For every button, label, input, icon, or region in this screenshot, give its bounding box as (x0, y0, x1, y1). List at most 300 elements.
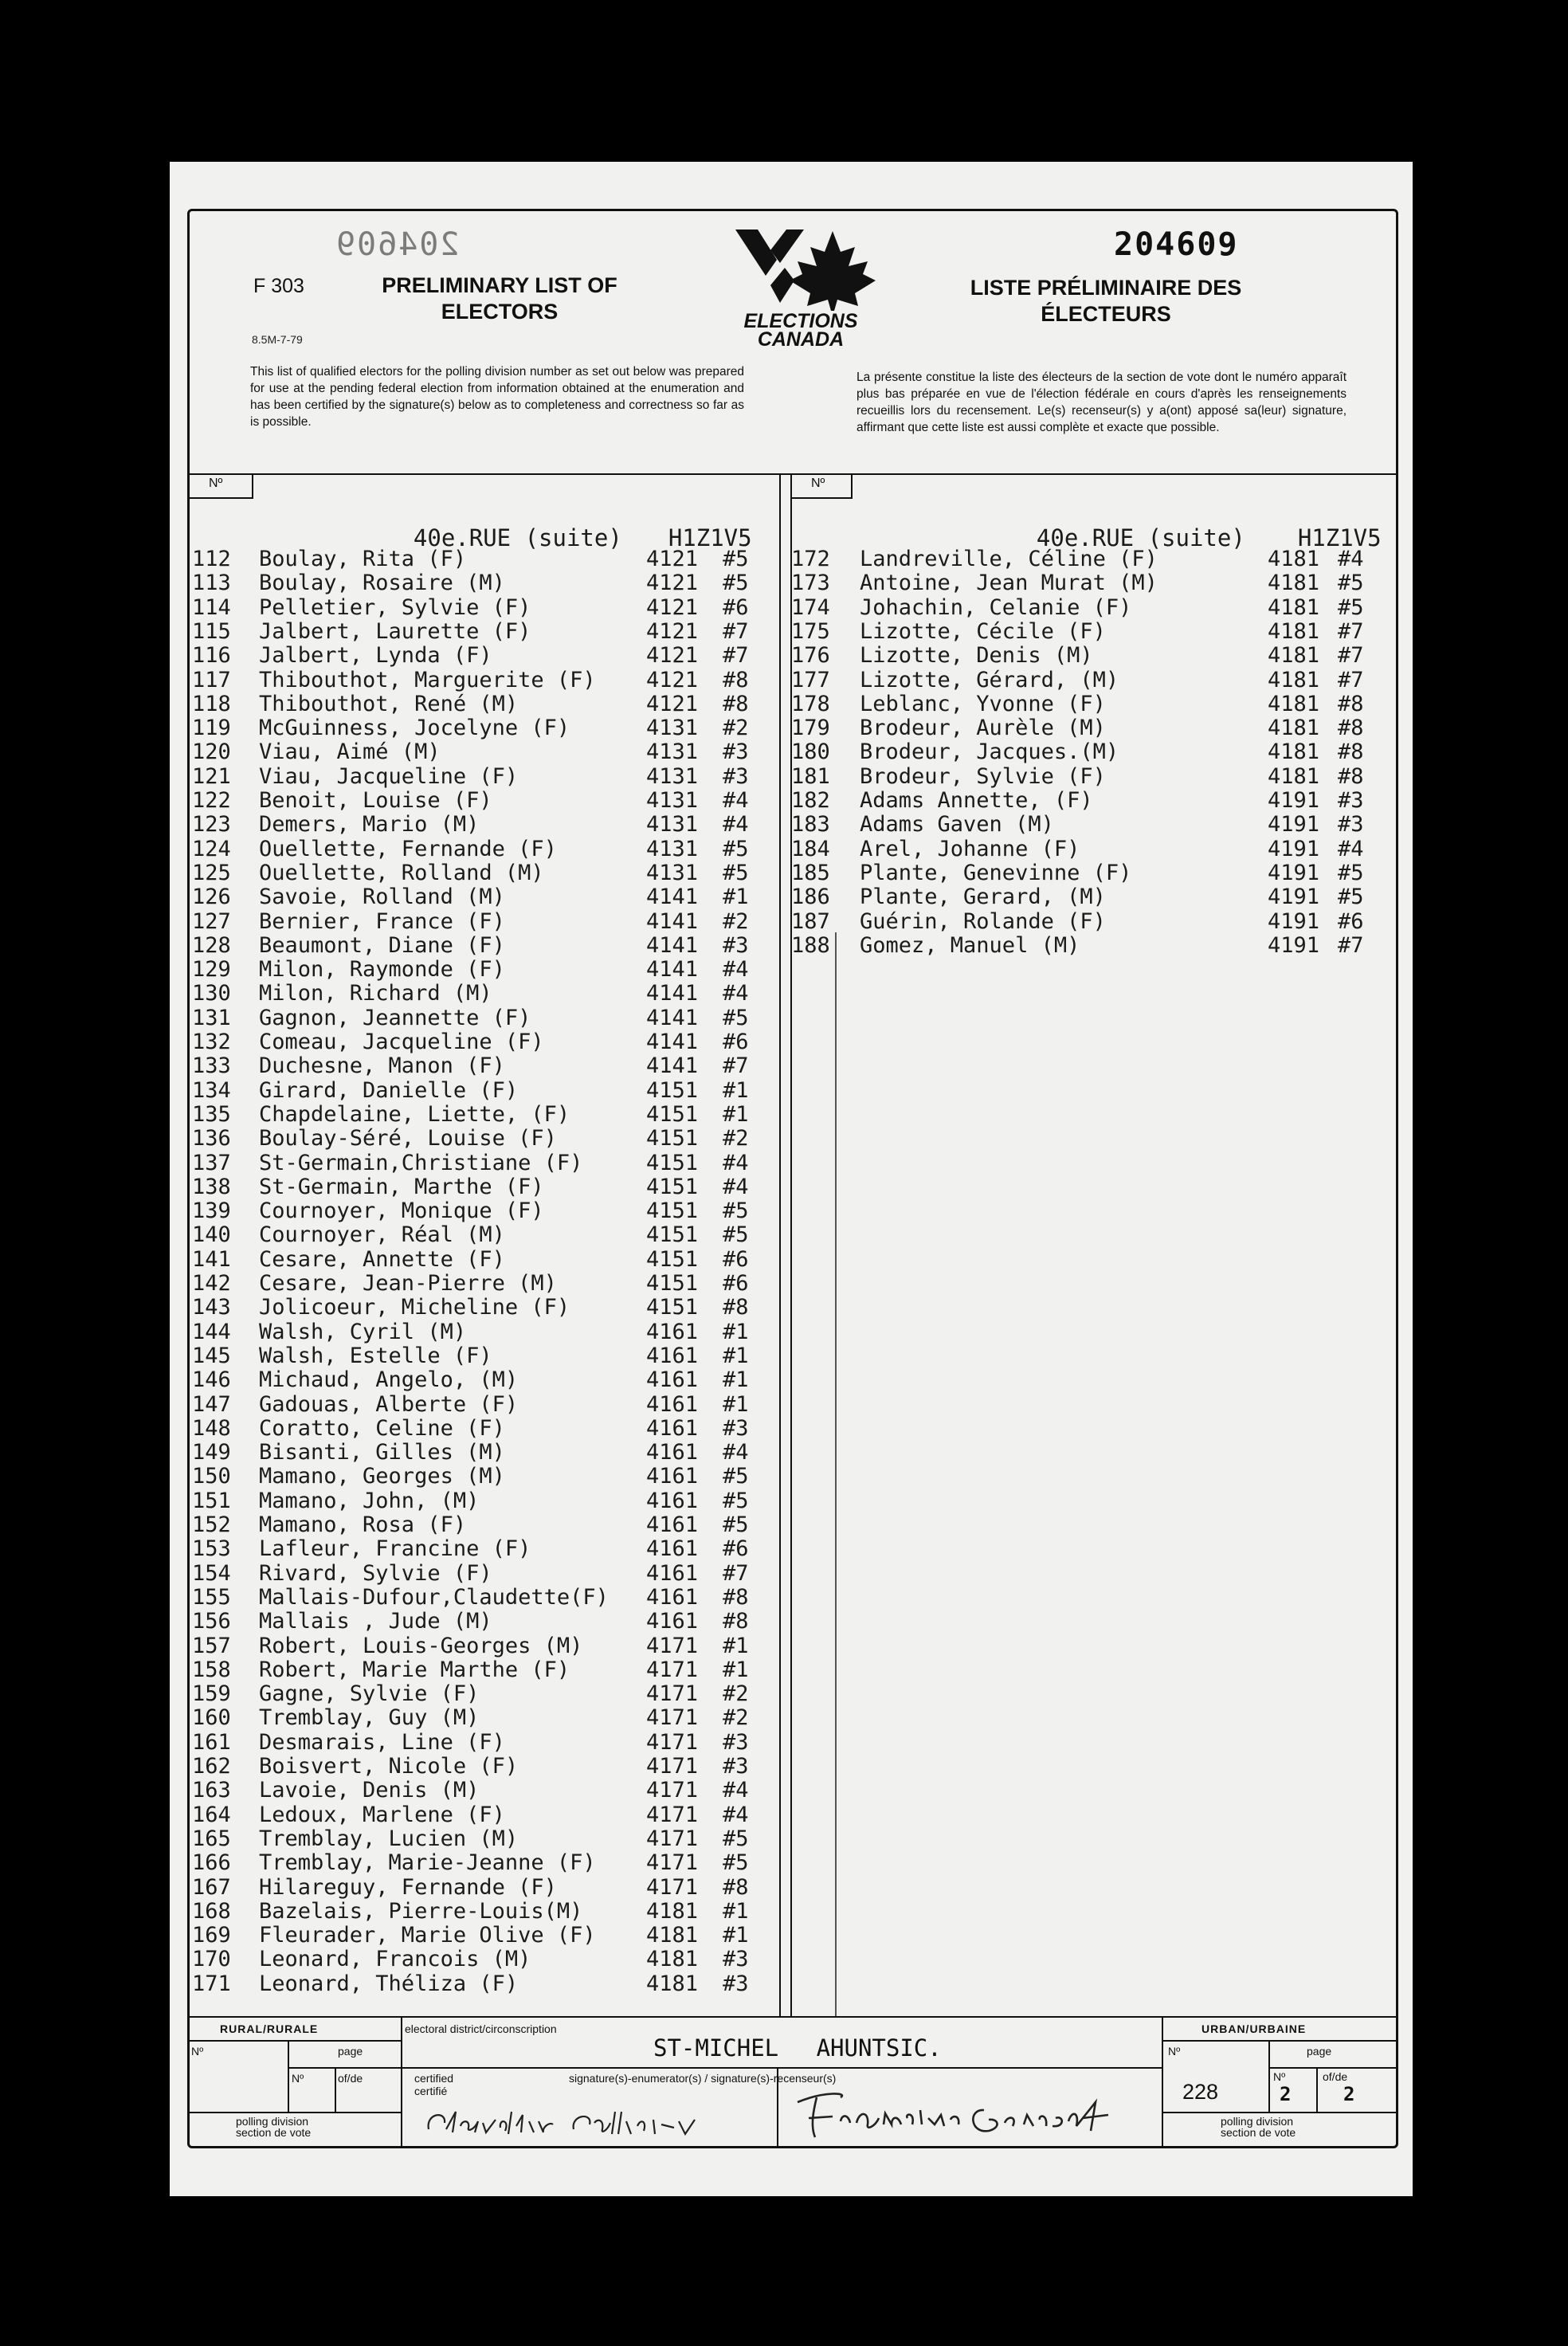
urban-label: URBAN/URBAINE (1201, 2022, 1307, 2035)
elector-poll: #7 (723, 1053, 749, 1079)
table-row (192, 788, 774, 812)
elector-number: 115 (192, 618, 231, 644)
elector-poll: #3 (723, 763, 749, 789)
elector-address: 4131 (646, 763, 699, 789)
elector-address: 4181 (1268, 667, 1320, 692)
elector-number: 174 (791, 594, 830, 620)
table-row (192, 1344, 774, 1367)
table-row (791, 740, 1397, 763)
elector-number: 147 (192, 1391, 231, 1417)
table-row (192, 1078, 774, 1102)
table-row (192, 1609, 774, 1633)
elector-number: 172 (791, 547, 830, 571)
table-row (192, 1923, 774, 1947)
elector-poll: #8 (1338, 740, 1364, 765)
elector-poll: #5 (723, 1198, 749, 1224)
elector-poll: #3 (723, 1754, 749, 1779)
elector-poll: #1 (723, 1898, 749, 1924)
elector-address: 4161 (646, 1536, 699, 1562)
elector-poll: #1 (723, 1343, 749, 1368)
elector-address: 4171 (646, 1705, 699, 1731)
table-row (192, 909, 774, 933)
elector-address: 4151 (646, 1126, 699, 1151)
elector-poll: #1 (723, 1319, 749, 1344)
elector-name: Bernier, France (F) (259, 908, 505, 934)
elector-address: 4161 (646, 1464, 699, 1489)
urban-page-no-label: Nº (1273, 2070, 1286, 2083)
elector-poll: #4 (723, 981, 749, 1006)
elector-poll: #8 (723, 1609, 749, 1634)
elector-poll: #5 (723, 1222, 749, 1248)
elector-number: 179 (791, 716, 830, 741)
title-french-line-2: ÉLECTEURS (1041, 302, 1171, 326)
elector-number: 151 (192, 1488, 231, 1513)
x-mark-icon (735, 230, 804, 303)
table-row (192, 1440, 774, 1464)
elector-number: 122 (192, 788, 231, 813)
table-row (192, 1053, 774, 1077)
elector-poll: #4 (723, 1150, 749, 1175)
elector-name: Cournoyer, Monique (F) (259, 1198, 544, 1224)
elector-number: 117 (192, 667, 231, 692)
table-row (791, 595, 1397, 619)
rural-page-no-label: Nº (292, 2072, 304, 2085)
elector-poll: #1 (723, 1923, 749, 1948)
elector-address: 4191 (1268, 908, 1320, 934)
elector-number: 121 (192, 763, 231, 789)
elector-number: 162 (192, 1754, 231, 1779)
elector-address: 4161 (646, 1609, 699, 1634)
table-row (192, 619, 774, 643)
table-row (791, 547, 1397, 571)
elector-number: 185 (791, 860, 830, 885)
elector-number: 133 (192, 1053, 231, 1079)
elector-number: 165 (192, 1826, 231, 1851)
table-row (791, 716, 1397, 740)
elector-number: 182 (791, 788, 830, 813)
signature-label: signature(s)-enumerator(s) / signature(s)-recenseur(s) (569, 2072, 837, 2085)
elector-address: 4131 (646, 740, 699, 765)
elector-address: 4121 (646, 594, 699, 620)
no-header-right: Nº (811, 477, 825, 490)
elector-name: Duchesne, Manon (F) (259, 1053, 505, 1079)
elector-name: Mamano, Georges (M) (259, 1464, 505, 1489)
elector-number: 124 (192, 836, 231, 861)
title-english-line-1: PRELIMINARY LIST OF (382, 273, 617, 297)
elector-name: Mallais-Dufour,Claudette(F) (259, 1584, 609, 1610)
elector-address: 4191 (1268, 860, 1320, 885)
table-row (192, 547, 774, 571)
street-name-left: 40e.RUE (suite) (413, 524, 622, 551)
elector-address: 4181 (1268, 643, 1320, 669)
elector-number: 167 (192, 1874, 231, 1900)
page-number: 2 (1280, 2083, 1292, 2105)
elector-poll: #3 (723, 932, 749, 958)
postal-code-left: H1Z1V5 (668, 524, 752, 551)
elector-number: 125 (192, 860, 231, 885)
elector-address: 4181 (1268, 594, 1320, 620)
logo-text-canada: CANADA (757, 328, 845, 347)
elector-address: 4141 (646, 932, 699, 958)
column-divider-3 (835, 932, 837, 2016)
elector-poll: #3 (723, 1729, 749, 1755)
elector-name: Robert, Louis-Georges (M) (259, 1633, 583, 1658)
elector-number: 137 (192, 1150, 231, 1175)
table-row (192, 1561, 774, 1585)
table-row (192, 643, 774, 667)
maple-leaf-icon (790, 231, 876, 311)
elector-name: Johachin, Celanie (F) (860, 594, 1132, 620)
footer-vdiv-5 (1268, 2040, 1270, 2112)
elector-poll: #7 (1338, 667, 1364, 692)
elector-address: 4181 (1268, 763, 1320, 789)
elector-address: 4181 (1268, 618, 1320, 644)
elector-number: 135 (192, 1101, 231, 1127)
elector-poll: #7 (1338, 932, 1364, 958)
elector-address: 4161 (646, 1488, 699, 1513)
elector-name: Lizotte, Denis (M) (860, 643, 1093, 669)
elector-number: 134 (192, 1077, 231, 1103)
table-row (791, 643, 1397, 667)
elector-number: 120 (192, 740, 231, 765)
elector-name: Mallais , Jude (M) (259, 1609, 492, 1634)
elector-address: 4151 (646, 1271, 699, 1296)
elector-poll: #4 (723, 1174, 749, 1199)
rural-polling-label-2: section de vote (236, 2126, 312, 2139)
elector-address: 4161 (646, 1319, 699, 1344)
elector-poll: #1 (723, 1657, 749, 1682)
elector-address: 4151 (646, 1174, 699, 1199)
elector-poll: #5 (1338, 594, 1364, 620)
footer-top-rule (187, 2016, 1398, 2018)
footer-vdiv-6 (1316, 2067, 1318, 2112)
title-french (939, 275, 1273, 328)
elector-poll: #4 (1338, 547, 1364, 571)
elector-name: McGuinness, Jocelyne (F) (259, 716, 570, 741)
elector-poll: #6 (723, 1271, 749, 1296)
elector-name: Cournoyer, Réal (M) (259, 1222, 505, 1248)
table-row (192, 1585, 774, 1609)
rural-no-label: Nº (191, 2045, 204, 2058)
street-heading-right (1009, 497, 1382, 551)
elector-number: 139 (192, 1198, 231, 1224)
table-row (192, 1705, 774, 1729)
rural-polling-label-1: polling division (236, 2115, 309, 2128)
elector-poll: #3 (723, 1947, 749, 1972)
postal-code-right: H1Z1V5 (1297, 524, 1382, 551)
elector-address: 4131 (646, 716, 699, 741)
table-row (192, 885, 774, 908)
elector-name: Desmarais, Line (F) (259, 1729, 505, 1755)
elector-number: 173 (791, 571, 830, 596)
elector-address: 4171 (646, 1754, 699, 1779)
table-top-rule (187, 473, 1398, 475)
title-french-line-1: LISTE PRÉLIMINAIRE DES (970, 276, 1242, 300)
elector-address: 4161 (646, 1343, 699, 1368)
elector-name: Hilareguy, Fernande (F) (259, 1874, 557, 1900)
elector-number: 148 (192, 1415, 231, 1441)
table-row (192, 1151, 774, 1175)
table-row (192, 1778, 774, 1802)
table-row (791, 764, 1397, 788)
elector-number: 136 (192, 1126, 231, 1151)
table-row (791, 909, 1397, 933)
table-row (192, 1222, 774, 1246)
table-row (192, 764, 774, 788)
polling-division-number: 228 (1182, 2080, 1219, 2104)
elector-number: 171 (192, 1971, 231, 1996)
elector-address: 4191 (1268, 932, 1320, 958)
form-code: F 303 (253, 275, 304, 297)
elector-number: 169 (192, 1923, 231, 1948)
elector-number: 129 (192, 957, 231, 983)
elector-name: Gagne, Sylvie (F) (259, 1681, 480, 1707)
table-row (192, 668, 774, 692)
table-row (192, 1971, 774, 1995)
elector-address: 4191 (1268, 788, 1320, 813)
elector-number: 114 (192, 594, 231, 620)
elector-name: Brodeur, Jacques.(M) (860, 740, 1119, 765)
footer-rule-left-3 (187, 2112, 401, 2113)
serial-number: 204609 (1114, 226, 1239, 263)
form-date: 8.5M-7-79 (252, 333, 303, 346)
elector-name: Chapdelaine, Liette, (F) (259, 1101, 570, 1127)
elector-number: 143 (192, 1295, 231, 1320)
footer-vdiv-2 (335, 2067, 336, 2112)
elector-name: Lafleur, Francine (F) (259, 1536, 531, 1562)
table-row (192, 1198, 774, 1222)
elector-poll: #5 (1338, 571, 1364, 596)
elector-number: 164 (192, 1802, 231, 1827)
table-row (192, 1826, 774, 1850)
elector-address: 4121 (646, 618, 699, 644)
elector-number: 150 (192, 1464, 231, 1489)
urban-of-label: of/de (1323, 2070, 1348, 2083)
elector-name: Boulay, Rita (F) (259, 547, 467, 571)
left-no-divider (252, 473, 253, 499)
elector-name: Benoit, Louise (F) (259, 788, 492, 813)
elector-name: Girard, Danielle (F) (259, 1077, 519, 1103)
urban-polling-label-2: section de vote (1221, 2126, 1296, 2139)
elector-address: 4131 (646, 836, 699, 861)
elector-poll: #3 (1338, 812, 1364, 838)
elector-poll: #7 (1338, 643, 1364, 669)
certified-label-2: certifié (414, 2085, 448, 2097)
elector-name: Tremblay, Marie-Jeanne (F) (259, 1850, 596, 1876)
elector-address: 4151 (646, 1150, 699, 1175)
elector-address: 4141 (646, 885, 699, 910)
elector-address: 4131 (646, 860, 699, 885)
table-row (192, 1006, 774, 1030)
elector-poll: #4 (723, 812, 749, 838)
table-row (192, 1875, 774, 1899)
elections-canada-logo (721, 230, 880, 347)
urban-page-label: page (1307, 2045, 1332, 2058)
elector-address: 4181 (1268, 547, 1320, 571)
elector-address: 4121 (646, 643, 699, 669)
table-row (192, 716, 774, 740)
elector-name: Milon, Richard (M) (259, 981, 492, 1006)
elector-name: Thibouthot, Marguerite (F) (259, 667, 596, 692)
elector-address: 4181 (1268, 691, 1320, 716)
table-row (192, 1634, 774, 1658)
elector-poll: #8 (1338, 716, 1364, 741)
table-row (192, 595, 774, 619)
elector-address: 4161 (646, 1440, 699, 1465)
table-row (192, 1102, 774, 1126)
elector-poll: #1 (723, 1101, 749, 1127)
elector-name: Adams Annette, (F) (860, 788, 1093, 813)
elector-name: Bisanti, Gilles (M) (259, 1440, 505, 1465)
elector-number: 168 (192, 1898, 231, 1924)
elector-number: 160 (192, 1705, 231, 1731)
elector-poll: #2 (723, 1705, 749, 1731)
elector-poll: #6 (723, 594, 749, 620)
title-english-line-2: ELECTORS (441, 300, 559, 324)
elector-number: 156 (192, 1609, 231, 1634)
elector-number: 176 (791, 643, 830, 669)
table-row (192, 571, 774, 594)
elector-address: 4151 (646, 1198, 699, 1224)
table-row (192, 1271, 774, 1295)
elector-number: 183 (791, 812, 830, 838)
elector-name: Mamano, Rosa (F) (259, 1512, 467, 1537)
elector-poll: #3 (723, 1415, 749, 1441)
page-total: 2 (1343, 2083, 1355, 2105)
table-row (192, 1030, 774, 1053)
elector-address: 4191 (1268, 836, 1320, 861)
elector-name: Walsh, Cyril (M) (259, 1319, 467, 1344)
elector-poll: #2 (723, 1681, 749, 1707)
footer-vdiv-4 (1162, 2016, 1163, 2148)
elector-number: 184 (791, 836, 830, 861)
elector-number: 140 (192, 1222, 231, 1248)
elector-address: 4141 (646, 1053, 699, 1079)
elector-number: 177 (791, 667, 830, 692)
table-row (791, 571, 1397, 594)
elector-number: 138 (192, 1174, 231, 1199)
table-row (791, 933, 1397, 957)
street-name-right: 40e.RUE (suite) (1036, 524, 1245, 551)
elector-poll: #1 (723, 1633, 749, 1658)
elector-address: 4181 (646, 1898, 699, 1924)
elector-poll: #7 (723, 643, 749, 669)
elector-name: Brodeur, Aurèle (M) (860, 716, 1106, 741)
elector-poll: #4 (1338, 836, 1364, 861)
elector-name: Comeau, Jacqueline (F) (259, 1030, 544, 1054)
footer-rule-right-3 (1162, 2112, 1398, 2113)
elector-name: Ouellette, Fernande (F) (259, 836, 557, 861)
elector-poll: #3 (1338, 788, 1364, 813)
elector-name: Thibouthot, René (M) (259, 691, 519, 716)
table-row (192, 1392, 774, 1416)
elector-name: Viau, Aimé (M) (259, 740, 441, 765)
table-row (192, 1658, 774, 1681)
elector-name: Gadouas, Alberte (F) (259, 1391, 519, 1417)
elector-name: Gomez, Manuel (M) (860, 932, 1080, 958)
elector-name: Leblanc, Yvonne (F) (860, 691, 1106, 716)
table-row (192, 1850, 774, 1874)
table-row (192, 1536, 774, 1560)
elector-poll: #8 (723, 691, 749, 716)
intro-text-english: This list of qualified electors for the polling division number as set out below was prepared for use at the pending federal election from information obtained at the enumeration and has been certified by the signature(s) below as to completeness and correctness so far as is possible. (250, 365, 744, 429)
elector-number: 163 (192, 1778, 231, 1803)
elector-name: Ouellette, Rolland (M) (259, 860, 544, 885)
elector-address: 4171 (646, 1729, 699, 1755)
elector-name: Cesare, Jean-Pierre (M) (259, 1271, 557, 1296)
elector-address: 4171 (646, 1826, 699, 1851)
elector-address: 4181 (1268, 571, 1320, 596)
elector-name: Robert, Marie Marthe (F) (259, 1657, 570, 1682)
table-row (192, 933, 774, 957)
table-row (192, 981, 774, 1005)
elector-poll: #7 (1338, 618, 1364, 644)
elector-poll: #1 (723, 1367, 749, 1393)
elector-address: 4151 (646, 1222, 699, 1248)
elector-poll: #7 (723, 1560, 749, 1586)
elector-name: Tremblay, Guy (M) (259, 1705, 480, 1731)
elector-poll: #5 (723, 1488, 749, 1513)
district-label: electoral district/circonscription (405, 2022, 557, 2035)
elector-name: Jalbert, Laurette (F) (259, 618, 531, 644)
elector-address: 4161 (646, 1415, 699, 1441)
elector-number: 149 (192, 1440, 231, 1465)
elector-address: 4161 (646, 1367, 699, 1393)
elector-poll: #5 (723, 1512, 749, 1537)
elector-name: Milon, Raymonde (F) (259, 957, 505, 983)
elector-number: 159 (192, 1681, 231, 1707)
elector-name: Guérin, Rolande (F) (860, 908, 1106, 934)
table-row (192, 1464, 774, 1488)
elector-poll: #8 (723, 1874, 749, 1900)
elector-name: Boulay-Séré, Louise (F) (259, 1126, 557, 1151)
footer-rule-left-2 (288, 2067, 401, 2069)
certified-label-1: certified (414, 2072, 454, 2085)
table-row (192, 1754, 774, 1778)
elector-poll: #5 (1338, 860, 1364, 885)
no-header-left: Nº (209, 477, 223, 490)
elector-name: Michaud, Angelo, (M) (259, 1367, 519, 1393)
table-row (192, 692, 774, 716)
footer-rule-right-2 (1268, 2067, 1398, 2069)
table-row (791, 885, 1397, 908)
elector-address: 4171 (646, 1850, 699, 1876)
elector-name: Plante, Gerard, (M) (860, 885, 1106, 910)
urban-no-label: Nº (1168, 2045, 1181, 2058)
elector-name: St-Germain,Christiane (F) (259, 1150, 583, 1175)
elector-poll: #6 (723, 1536, 749, 1562)
elector-address: 4181 (646, 1971, 699, 1996)
elector-poll: #5 (723, 836, 749, 861)
elector-address: 4181 (1268, 740, 1320, 765)
table-row (192, 812, 774, 836)
footer-rule-mid (401, 2067, 1162, 2069)
elector-address: 4181 (1268, 716, 1320, 741)
elector-address: 4141 (646, 908, 699, 934)
serial-number-bleedthrough: 204609 (335, 226, 460, 263)
table-row (192, 1126, 774, 1150)
elector-name: Pelletier, Sylvie (F) (259, 594, 531, 620)
elector-address: 4131 (646, 812, 699, 838)
elector-number: 178 (791, 691, 830, 716)
table-row (192, 1681, 774, 1705)
table-row (192, 1899, 774, 1923)
elector-poll: #8 (1338, 763, 1364, 789)
table-row (791, 692, 1397, 716)
elector-number: 127 (192, 908, 231, 934)
elector-address: 4171 (646, 1778, 699, 1803)
urban-polling-label-1: polling division (1221, 2115, 1294, 2128)
